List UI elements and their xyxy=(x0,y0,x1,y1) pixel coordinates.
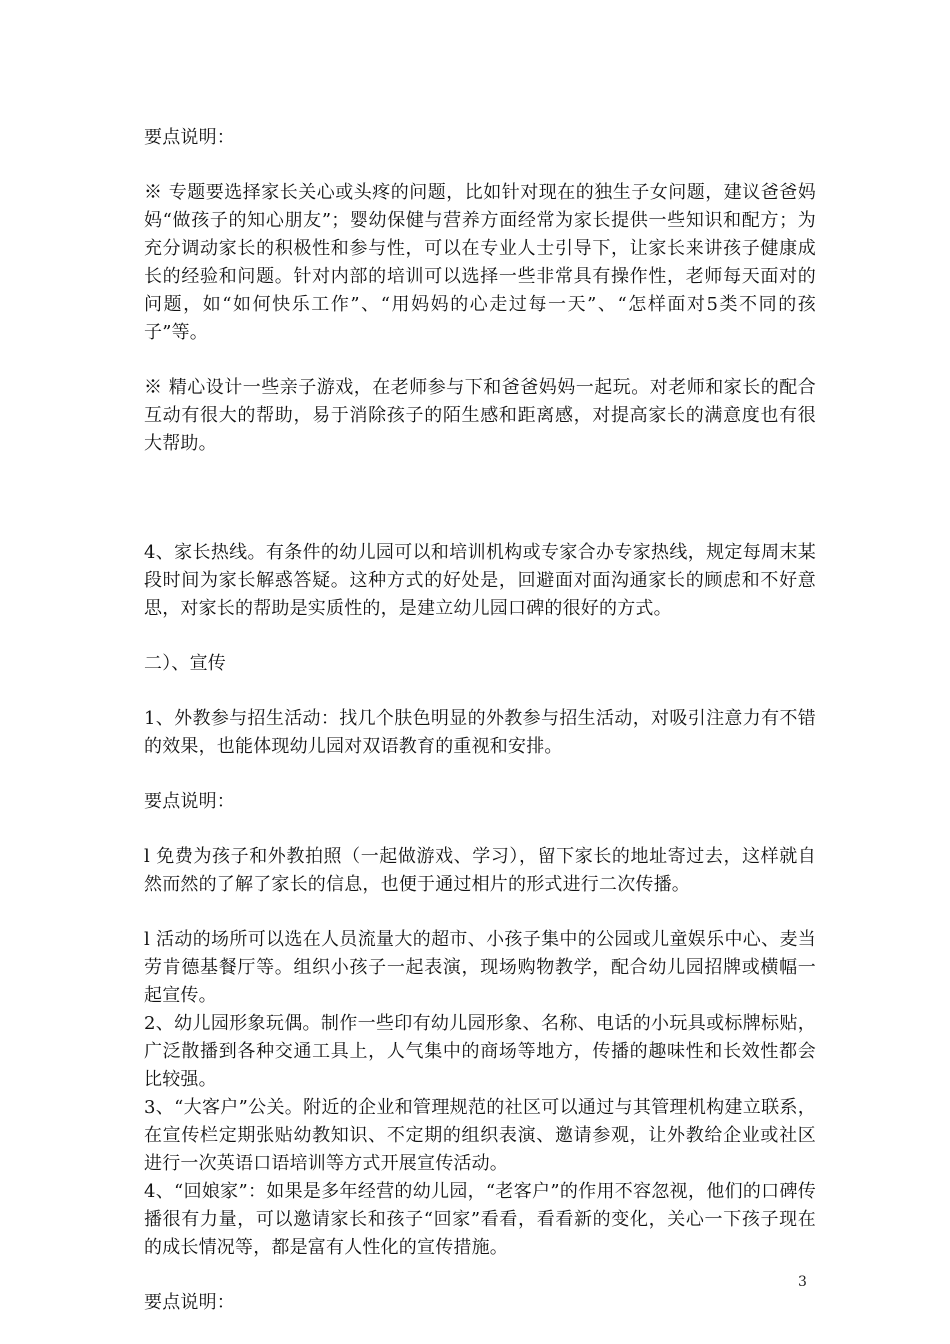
paragraph: 4、“回娘家”：如果是多年经营的幼儿园，“老客户”的作用不容忽视，他们的口碑传播很有力量，可以邀请家长和孩子“回家”看看，看看新的变化，关心一下孩子现在的成长情况等，都是富有人性化的宣传措施。 xyxy=(144,1181,816,1258)
paragraph: ※ 精心设计一些亲子游戏，在老师参与下和爸爸妈妈一起玩。对老师和家长的配合互动有很大的帮助，易于消除孩子的陌生感和距离感，对提高家长的满意度也有很大帮助。 xyxy=(144,377,816,454)
section-label: 要点说明： xyxy=(144,791,235,812)
section-heading: 二）、宣传 xyxy=(144,653,226,674)
bullet-paragraph: l 免费为孩子和外教拍照（一起做游戏、学习），留下家长的地址寄过去，这样就自然而然的了解了家长的信息，也便于通过相片的形式进行二次传播。 xyxy=(144,846,816,895)
paragraph: 2、幼儿园形象玩偶。制作一些印有幼儿园形象、名称、电话的小玩具或标牌标贴，广泛散播到各种交通工具上，人气集中的商场等地方，传播的趣味性和长效性都会比较强。 xyxy=(144,1013,816,1090)
section-label: 要点说明： xyxy=(144,127,235,148)
section-label: 要点说明： xyxy=(144,1292,235,1313)
bullet-paragraph: l 活动的场所可以选在人员流量大的超市、小孩子集中的公园或儿童娱乐中心、麦当劳肯德基餐厅等。组织小孩子一起表演，现场购物教学，配合幼儿园招牌或横幅一起宣传。 xyxy=(144,929,816,1006)
paragraph: 3、“大客户”公关。附近的企业和管理规范的社区可以通过与其管理机构建立联系，在宣传栏定期张贴幼教知识、不定期的组织表演、邀请参观，让外教给企业或社区进行一次英语口语培训等方式开展宣传活动。 xyxy=(144,1097,816,1174)
paragraph: 1、外教参与招生活动：找几个肤色明显的外教参与招生活动，对吸引注意力有不错的效果，也能体现幼儿园对双语教育的重视和安排。 xyxy=(144,708,816,757)
paragraph: 4、家长热线。有条件的幼儿园可以和培训机构或专家合办专家热线，规定每周末某段时间为家长解惑答疑。这种方式的好处是，回避面对面沟通家长的顾虑和不好意思，对家长的帮助是实质性的，是建立幼儿园口碑的很好的方式。 xyxy=(144,542,816,619)
paragraph: ※ 专题要选择家长关心或头疼的问题，比如针对现在的独生子女问题，建议爸爸妈妈“做孩子的知心朋友”；婴幼保健与营养方面经常为家长提供一些知识和配方；为充分调动家长的积极性和参与性，可以在专业人士引导下，让家长来讲孩子健康成长的经验和问题。针对内部的培训可以选择一些非常具有操作性，老师每天面对的问题，如“如何快乐工作”、“用妈妈的心走过每一天”、“怎样面对5类不同的孩子”等。 xyxy=(144,182,816,343)
page-number: 3 xyxy=(798,1274,807,1290)
page-body xyxy=(144,124,816,1317)
